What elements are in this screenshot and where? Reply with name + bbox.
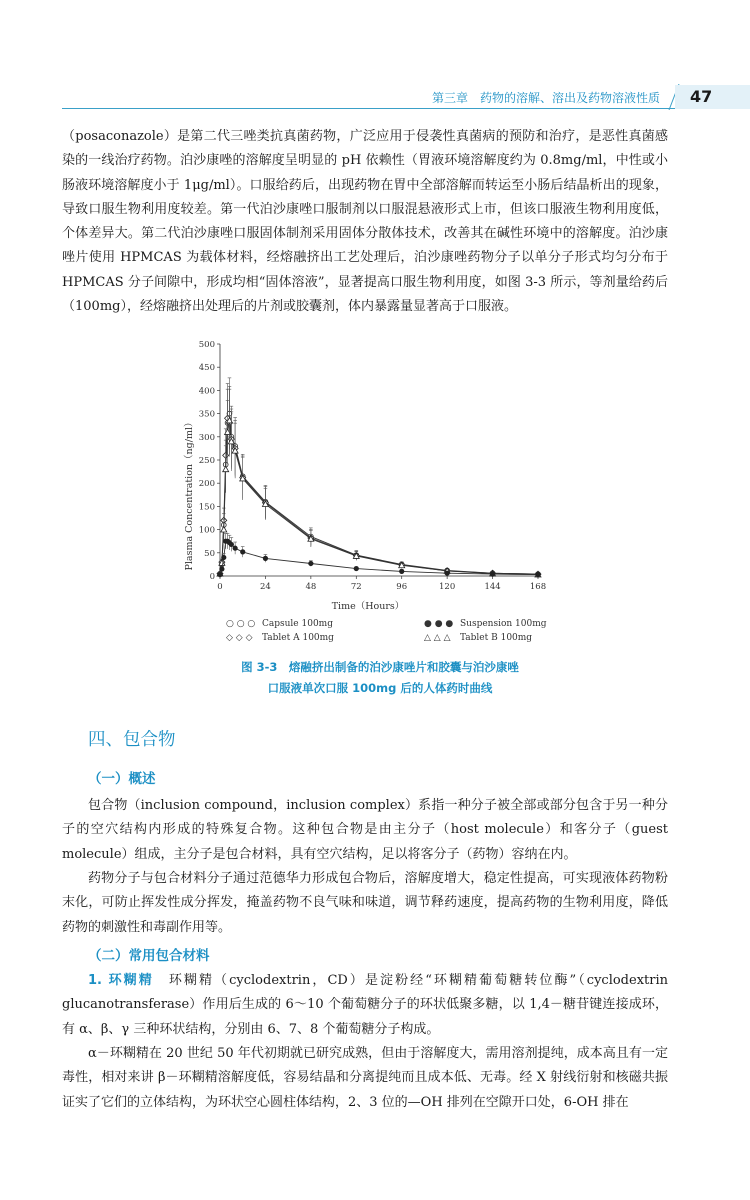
chart-y-tick-label: 50 bbox=[204, 548, 215, 559]
figure-caption-line2: 口服液单次口服 100mg 后的人体药时曲线 bbox=[267, 681, 493, 695]
chart-x-tick-label: 0 bbox=[217, 582, 223, 592]
chart-xlabel: Time（Hours） bbox=[331, 601, 405, 612]
chart-y-tick-label: 350 bbox=[198, 409, 215, 420]
chart-x-tick-label: 168 bbox=[529, 582, 547, 592]
series-point-suspension bbox=[445, 571, 450, 576]
chart-y-tick-label: 450 bbox=[198, 363, 215, 374]
legend-label-capsule: Capsule 100mg bbox=[262, 619, 333, 629]
chart-x-tick-label: 120 bbox=[439, 582, 456, 592]
chart-x-tick-label: 96 bbox=[396, 582, 408, 592]
legend-marker-suspension: ● ● ● bbox=[424, 619, 454, 629]
paragraph-inclusion-benefits: 药物分子与包合材料分子通过范德华力形成包合物后，溶解度增大，稳定性提高，可实现液体药物粉末化，可防止挥发性成分挥发，掩盖药物不良气味和味道，调节释药速度，提高药物的生物利用度，降低药物的刺激性和毒副作用等。 bbox=[62, 871, 668, 935]
running-header: 第三章 药物的溶解、溶出及药物溶液性质 bbox=[431, 91, 660, 105]
page-tab bbox=[675, 85, 750, 109]
chart-x-tick-label: 144 bbox=[484, 582, 501, 592]
cyclodextrin-text: 环糊精（cyclodextrin，CD）是淀粉经“环糊精葡萄糖转位酶”（cyclodextrin glucanotransferase）作用后生成的 6～10 个葡萄糖分子的环状低聚多糖，以 1,4－糖苷键连接成环，有 α、β、γ 三种环状结构，分别由 6、7、8 个葡萄糖分子构成。 bbox=[62, 973, 668, 1037]
chart-ylabel: Plasma Concentration（ng/ml） bbox=[184, 417, 195, 571]
paragraph-posaconazole: （posaconazole）是第二代三唑类抗真菌药物，广泛应用于侵袭性真菌病的预防和治疗，是恶性真菌感染的一线治疗药物。泊沙康唑的溶解度呈明显的 pH 依赖性（胃液环境溶解度约为 0.8mg/ml，中性或小肠液环境溶解度小于 1μg/ml）。口服给药后，出现药物在胃中全部溶解而转运至小肠后结晶析出的现象，导致口服生物利用度较差。第一代泊沙康唑口服制剂以口服混悬液形式上市，但该口服液生物利用度低，个体差异大。第二代泊沙康唑口服固体制剂采用固体分散体技术，改善其在碱性环境中的溶解度。泊沙康唑片使用 HPMCAS 为载体材料，经熔融挤出工艺处理后，泊沙康唑药物分子以单分子形式均匀分布于 HPMCAS 分子间隙中，形成均相“固体溶液”，显著提高口服生物利用度，如图 3-3 所示，等剂量给药后（100mg），经熔融挤出处理后的片剂或胶囊剂，体内暴露量显著高于口服液。 bbox=[62, 129, 668, 315]
series-point-suspension bbox=[308, 561, 313, 566]
header-rule bbox=[62, 108, 675, 109]
series-line-1 bbox=[220, 418, 538, 574]
legend-label-tablet-a: Tablet A 100mg bbox=[262, 633, 334, 643]
chart-y-tick-label: 300 bbox=[198, 432, 215, 443]
series-point-suspension bbox=[229, 542, 234, 547]
chart-x-tick-label: 72 bbox=[350, 582, 362, 592]
series-line-0 bbox=[220, 414, 538, 574]
series-point-suspension bbox=[240, 549, 245, 554]
chart-x-tick-label: 48 bbox=[305, 582, 317, 592]
series-point-suspension bbox=[535, 572, 540, 577]
paragraph-cyclodextrin bbox=[62, 969, 668, 1042]
paragraph-alpha-beta-cd: α－环糊精在 20 世纪 50 年代初期就已研究成熟，但由于溶解度大，需用溶剂提纯，成本高且有一定毒性，相对来讲 β－环糊精溶解度低，容易结晶和分离提纯而且成本低、无毒。经 X 射线衍射和核磁共振证实了它们的立体结构，为环状空心圆柱体结构，2、3 位的—OH 排列在空隙开口处，6-OH 排在 bbox=[62, 1046, 668, 1110]
subheading-overview: （一）概述 bbox=[88, 771, 156, 787]
section-heading-inclusion: 四、包合物 bbox=[88, 730, 176, 750]
legend-label-suspension: Suspension 100mg bbox=[460, 619, 547, 629]
series-point-suspension bbox=[221, 555, 226, 560]
series-point-suspension bbox=[490, 572, 495, 577]
series-point-suspension bbox=[233, 546, 238, 551]
legend-marker-tablet-b: △ △ △ bbox=[424, 633, 451, 643]
legend-marker-tablet-a: ◇ ◇ ◇ bbox=[226, 633, 253, 643]
chart-x-tick-label: 24 bbox=[260, 582, 271, 592]
page-number: 47 bbox=[690, 87, 713, 106]
chart-y-tick-label: 0 bbox=[209, 572, 215, 582]
paragraph-inclusion-definition: 包合物（inclusion compound，inclusion complex）系指一种分子被全部或部分包含于另一种分子的空穴结构内形成的特殊复合物。这种包合物是由主分子（host molecule）和客分子（guest molecule）组成，主分子是包合材料，具有空穴结构，足以将客分子（药物）容纳在内。 bbox=[62, 798, 668, 862]
chart-y-tick-label: 500 bbox=[198, 340, 215, 350]
series-point-suspension bbox=[219, 566, 224, 571]
legend-label-tablet-b: Tablet B 100mg bbox=[460, 633, 533, 643]
chart-y-tick-label: 400 bbox=[198, 386, 215, 397]
series-point-suspension bbox=[354, 566, 359, 571]
figure-caption-line1: 图 3-3 熔融挤出制备的泊沙康唑片和胶囊与泊沙康唑 bbox=[241, 660, 519, 674]
series-point-suspension bbox=[399, 569, 404, 574]
series-line-2 bbox=[220, 421, 538, 575]
cyclodextrin-lead: 1. 环糊精 bbox=[88, 973, 154, 988]
chart-y-tick-label: 100 bbox=[198, 525, 215, 536]
chart-y-tick-label: 150 bbox=[198, 502, 215, 513]
series-point-suspension bbox=[263, 556, 268, 561]
chart-y-tick-label: 250 bbox=[198, 456, 215, 466]
subheading-materials: （二）常用包合材料 bbox=[88, 948, 210, 964]
chart-y-tick-label: 200 bbox=[198, 479, 215, 490]
legend-marker-capsule: ○ ○ ○ bbox=[226, 619, 256, 629]
pk-chart bbox=[170, 336, 570, 648]
series-point-tablet-b bbox=[223, 466, 229, 471]
series-point-suspension bbox=[217, 572, 222, 577]
series-point-tablet-b bbox=[221, 527, 227, 532]
